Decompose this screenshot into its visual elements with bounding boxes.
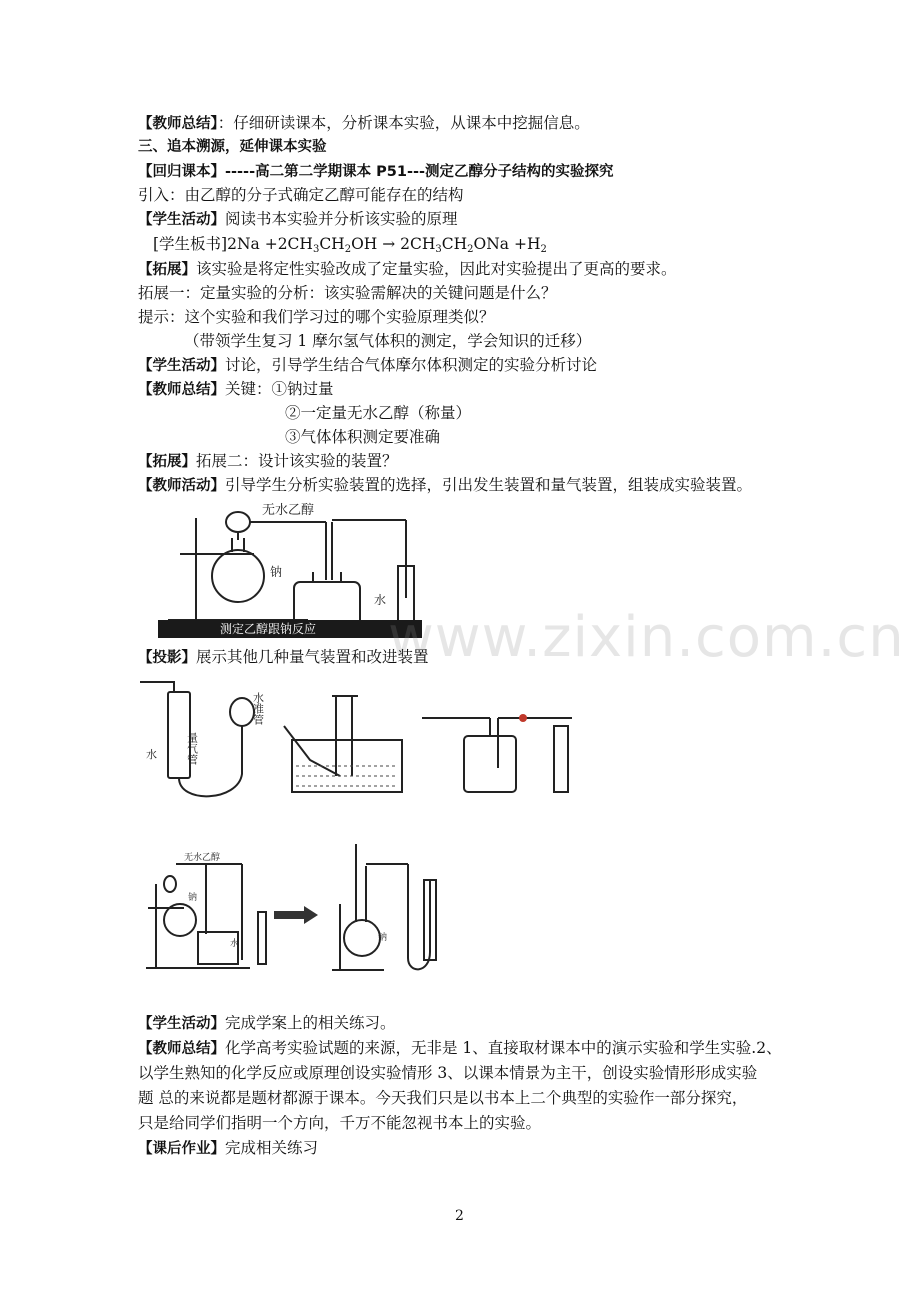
inverted-cylinder-figure <box>280 686 408 798</box>
page-number: 2 <box>455 1208 464 1224</box>
label-anhydrous-ethanol: 无水乙醇 <box>262 503 315 518</box>
summary-continued-3: 只是给同学们指明一个方向，千万不能忽视书本上的实验。 <box>138 1114 542 1132</box>
line-teacher-summary-3: 【教师总结】化学高考实验试题的来源，无非是 1、直接取材课本中的演示实验和学生实验.2、 <box>138 1039 782 1057</box>
original-apparatus-small-figure <box>140 840 268 972</box>
figure-caption: 测定乙醇跟钠反应 <box>220 622 317 636</box>
label-water: 水 <box>146 748 157 761</box>
line-extension-2: 【拓展】拓展二：设计该实验的装置？ <box>138 452 398 470</box>
watermark: www.zixin.com.cn <box>388 605 905 670</box>
label-gas-tube: 量气管 <box>185 732 199 765</box>
ethanol-sodium-apparatus-drawing <box>158 498 422 638</box>
line-introduction: 引入：由乙醇的分子式确定乙醇可能存在的结构 <box>138 186 464 204</box>
gas-bottle-cylinder-figure <box>420 706 590 796</box>
key-point-3: ③气体体积测定要准确 <box>285 428 441 446</box>
reaction-equation: [学生板书]$2Na +2CH_3CH_2OH \to 2CH_3CH_2ONa +H_2$ <box>153 235 547 255</box>
line-review-note: （带领学生复习 1 摩尔氢气体积的测定，学会知识的迁移） <box>184 332 592 350</box>
label-sodium: 钠 <box>270 565 283 579</box>
key-point-2: ②一定量无水乙醇（称量） <box>285 404 472 422</box>
label-sodium: 钠 <box>188 893 198 903</box>
line-extension-one: 拓展一：定量实验的分析：该实验需解决的关键问题是什么？ <box>138 284 557 302</box>
summary-continued-1: 以学生熟知的化学反应或原理创设实验情形 3、以课本情景为主干，创设实验情形形成实验 <box>138 1064 758 1082</box>
main-apparatus-figure <box>158 498 422 638</box>
label-sodium: 钠 <box>378 933 388 943</box>
line-student-activity-3: 【学生活动】完成学案上的相关练习。 <box>138 1014 396 1032</box>
summary-continued-2: 题 总的来说都是题材都源于课本。今天我们只是以书本上二个典型的实验作一部分探究， <box>138 1089 748 1107</box>
line-return-textbook: 【回归课本】-----高二第二学期课本 P51---测定乙醇分子结构的实验探究 <box>138 164 614 180</box>
section-heading-3: 三、追本溯源，延伸课本实验 <box>138 139 327 155</box>
line-projection: 【投影】展示其他几种量气装置和改进装置 <box>138 648 429 666</box>
line-student-activity-1: 【学生活动】阅读书本实验并分析该实验的原理 <box>138 210 458 228</box>
line-homework: 【课后作业】完成相关练习 <box>138 1139 319 1157</box>
improved-apparatus-figure <box>328 840 450 976</box>
label-level-tube: 水准管 <box>251 692 265 725</box>
gas-measuring-tube-figure <box>138 674 273 814</box>
line-extension-1: 【拓展】该实验是将定性实验改成了定量实验，因此对实验提出了更高的要求。 <box>138 260 677 278</box>
label-anhydrous-ethanol: 无水乙醇 <box>184 853 221 863</box>
line-teacher-activity: 【教师活动】引导学生分析实验装置的选择，引出发生装置和量气装置，组装成实验装置。 <box>138 476 753 494</box>
line-student-activity-2: 【学生活动】讨论，引导学生结合气体摩尔体积测定的实验分析讨论 <box>138 356 598 374</box>
line-teacher-summary-2: 【教师总结】关键：①钠过量 <box>138 380 334 398</box>
transform-arrow-icon <box>272 904 320 926</box>
line-hint: 提示：这个实验和我们学习过的哪个实验原理类似？ <box>138 308 495 326</box>
line-teacher-summary-1: 【教师总结】：仔细研读课本，分析课本实验，从课本中挖掘信息。 <box>138 114 590 132</box>
label-water: 水 <box>374 593 387 607</box>
label-water: 水 <box>230 939 240 949</box>
